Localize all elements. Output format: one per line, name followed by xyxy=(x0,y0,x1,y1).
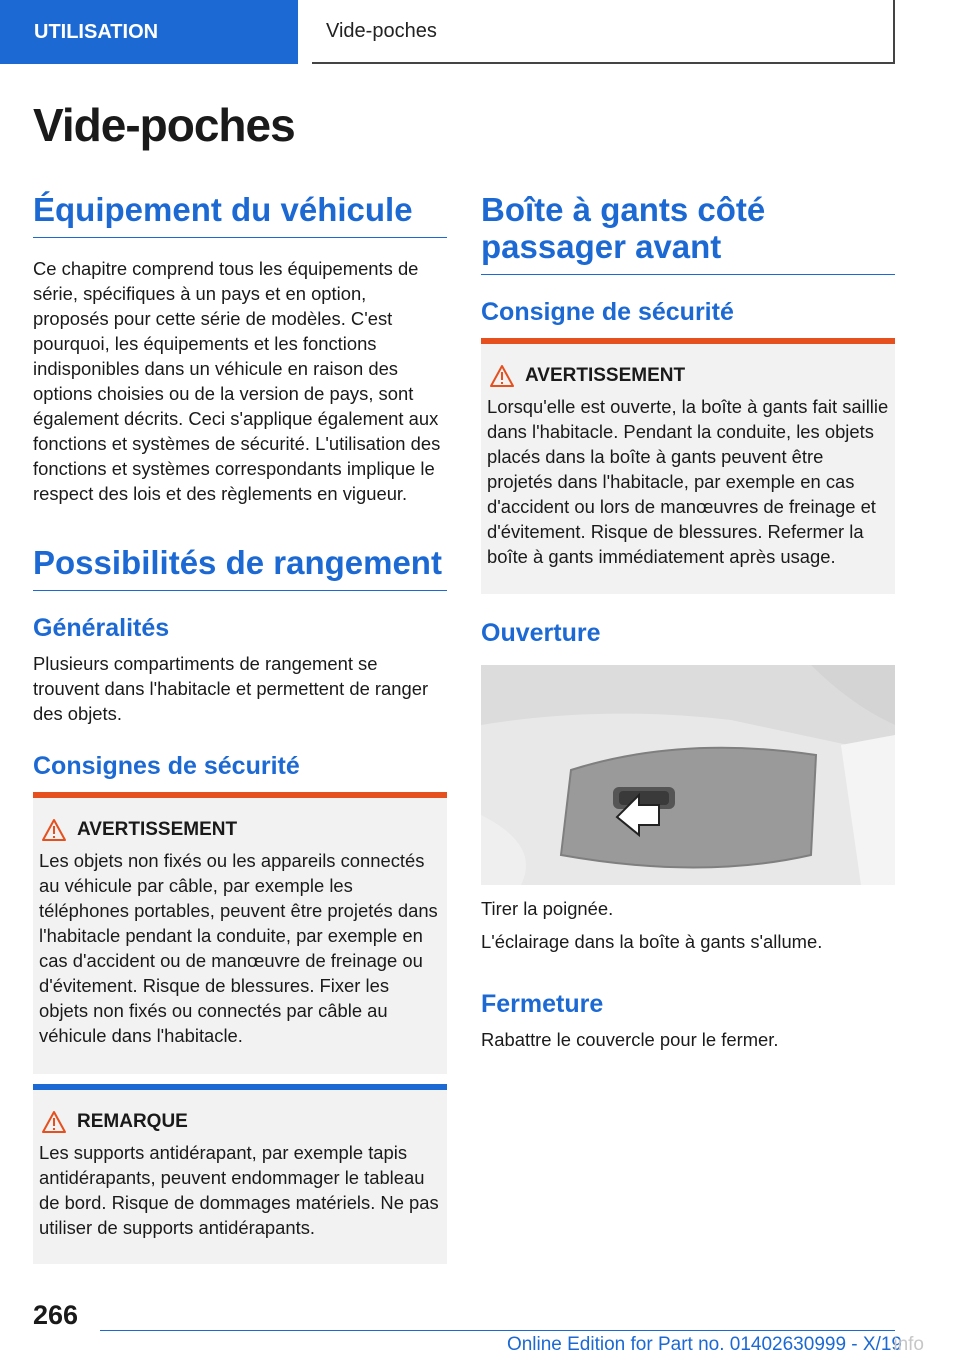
heading-glovebox: Boîte à gants côté passager avant xyxy=(481,192,895,275)
warning-triangle-icon xyxy=(41,818,67,842)
closing-text: Rabattre le couvercle pour le fermer. xyxy=(481,1029,779,1050)
heading-storage: Possibilités de rangement xyxy=(33,545,447,591)
heading-safety-instructions: Consignes de sécurité xyxy=(33,752,300,780)
notice-text: Les supports antidérapant, par exemple tapis antidérapants, peuvent endommager le tableau de bord. Risque de dommages matériels. Ne pas utiliser de supports antidérapants. xyxy=(39,1142,439,1238)
glovebox-illustration xyxy=(481,665,895,885)
warning-box-glovebox xyxy=(481,338,895,594)
warning-box-storage xyxy=(33,792,447,1074)
warning-text: Les objets non fixés ou les appareils connectés au véhicule par câble, par exemple les téléphones portables, peuvent être projetés dans l'habitacle pendant la conduite, par exemple en cas d'accident ou de manœuvre de freinage ou d'évitement. Risque de blessures. Fixer les objets non fixés ou connectés par câble au véhicule dans l'habitacle. xyxy=(39,850,438,1046)
footer-edition: Online Edition for Part no. 01402630999 - X/19 xyxy=(506,1334,902,1355)
header-section-label: UTILISATION xyxy=(0,0,298,64)
warning-label: AVERTISSEMENT xyxy=(77,819,238,840)
footer-watermark: info xyxy=(893,1334,924,1355)
warning-text: Lorsqu'elle est ouverte, la boîte à gants fait saillie dans l'habitacle. Pendant la conduite, les objets placés dans la boîte à gants peuvent être projetés dans l'habitacle, par exemple en cas d'accident ou lors de manœuvres de freinage et d'évitement. Risque de blessures. Refermer la boîte à gants immédiatement après usage. xyxy=(487,396,889,567)
notice-box-storage xyxy=(33,1084,447,1264)
warning-triangle-icon xyxy=(489,364,515,388)
page-number: 266 xyxy=(33,1300,79,1330)
heading-equipment: Équipement du véhicule xyxy=(33,192,447,238)
page-title: Vide-poches xyxy=(33,99,295,151)
opening-step: Tirer la poignée. xyxy=(481,898,614,919)
warning-label: AVERTISSEMENT xyxy=(525,365,686,386)
notice-label: REMARQUE xyxy=(77,1111,188,1132)
warning-triangle-icon xyxy=(41,1110,67,1134)
heading-closing: Fermeture xyxy=(481,990,604,1018)
footer-divider xyxy=(100,1330,895,1331)
header-topic-label: Vide-poches xyxy=(312,0,895,64)
heading-opening: Ouverture xyxy=(481,619,601,647)
heading-general: Généralités xyxy=(33,614,170,642)
equipment-text: Ce chapitre comprend tous les équipements de série, spécifiques à un pays et en option, proposés pour cette série de modèles. C'est pourquoi, les équipements et les fonctions indisponibles dans un véhicule en raison des options choisies ou de la version de pays, sont également décrits. Ceci s'applique également aux fonctions et systèmes de sécurité. L'utilisation des fonctions et systèmes correspondants implique le respect des lois et des règlements en vigueur. xyxy=(33,258,441,504)
heading-safety-instruction: Consigne de sécurité xyxy=(481,298,734,326)
opening-note: L'éclairage dans la boîte à gants s'allume. xyxy=(481,931,823,952)
general-text: Plusieurs compartiments de rangement se trouvent dans l'habitacle et permettent de ranger des objets. xyxy=(33,653,429,724)
